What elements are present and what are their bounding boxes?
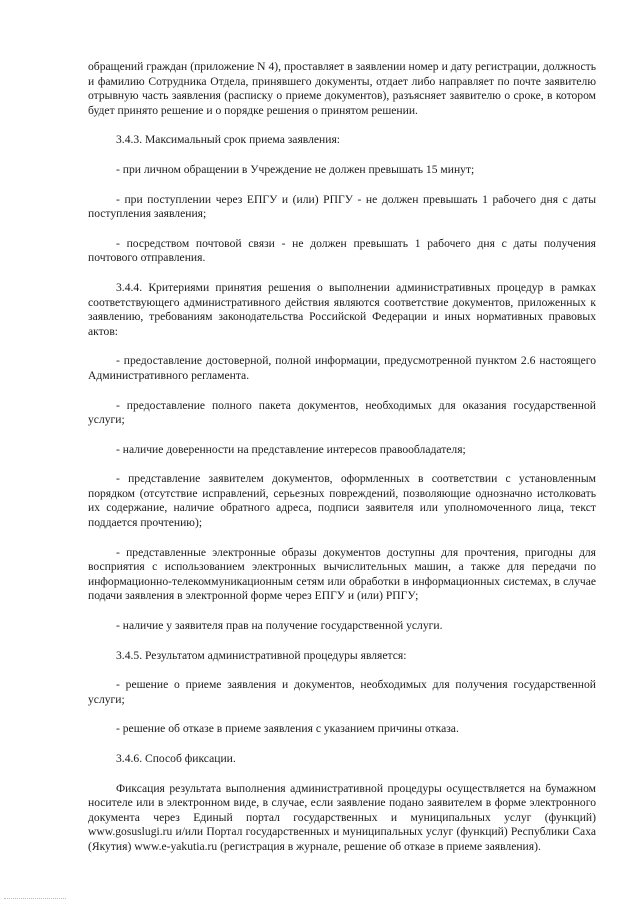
list-item-package: - предоставление полного пакета документов, необходимых для оказания государственной услуги; <box>88 398 596 427</box>
paragraph-fixation: Фиксация результата выполнения административной процедуры осуществляется на бумажном носителе или в электронном виде, в случае, если заявление подано заявителем в форме электронного документа через Единый портал государственных и муниципальных услуг (функций) www.gosuslugi.ru и/или Портал государственных и муниципальных услуг (функций) Республики Саха (Якутия) www.e-yakutia.ru (регистрация в журнале, решение об отказе в приеме заявления). <box>88 781 596 853</box>
paragraph-3-4-5: 3.4.5. Результатом административной процедуры является: <box>116 648 407 662</box>
list-item-acceptance: - решение о приеме заявления и документов, необходимых для получения государственной услуги; <box>88 678 596 706</box>
scan-artifact <box>4 895 66 899</box>
list-item-documents: - представление заявителем документов, оформленных в соответствии с установленным порядком (отсутствие исправлений, серьезных повреждений, позволяющие однозначно истолковать их содержание, наличие обратного адреса, подписи заявителя или уполномоченного лица, текст поддается прочтению); <box>88 472 596 530</box>
paragraph-3-4-3: 3.4.3. Максимальный срок приема заявления: <box>116 133 341 147</box>
list-item-refusal: - решение об отказе в приеме заявления с указанием причины отказа. <box>116 722 459 736</box>
paragraph-continuation: обращений граждан (приложение N 4), проставляет в заявлении номер и дату регистрации, должность и фамилию Сотрудника Отдела, принявшего документы, отдает либо направляет по почте заявителю отрывную часть заявления (расписку о приеме документов), разъясняет заявителю о сроке, в котором будет принято решение и о порядке решения о принятом решении. <box>88 60 596 117</box>
list-item-postal: - посредством почтовой связи - не должен превышать 1 рабочего дня с даты получения почтового отправления. <box>88 236 596 265</box>
list-item-rights: - наличие у заявителя прав на получение государственной услуги. <box>116 619 443 633</box>
document-page <box>88 60 596 870</box>
paragraph-3-4-6: 3.4.6. Способ фиксации. <box>116 752 236 765</box>
list-item-info: - предоставление достоверной, полной информации, предусмотренной пунктом 2.6 настоящего Административного регламента. <box>88 354 596 382</box>
list-item-personal: - при личном обращении в Учреждение не должен превышать 15 минут; <box>116 162 475 176</box>
paragraph-3-4-4: 3.4.4. Критериями принятия решения о выполнении административных процедур в рамках соответствующего административного действия являются соответствие документов, приложенных к заявлению, требованиям законодательства Российской Федерации и иных нормативных правовых актов: <box>88 280 596 338</box>
list-item-power-of-attorney: - наличие доверенности на представление интересов правообладателя; <box>116 442 466 456</box>
list-item-electronic: - представленные электронные образы документов доступны для прочтения, пригодны для восприятия с использованием электронных вычислительных машин, а также для передачи по информационно-телекоммуникационным сетям или обработки в информационных системах, в случае подачи заявления в электронной форме через ЕПГУ и (или) РПГУ; <box>88 545 596 603</box>
list-item-epgu: - при поступлении через ЕПГУ и (или) РПГУ - не должен превышать 1 рабочего дня с даты поступления заявления; <box>88 192 596 221</box>
